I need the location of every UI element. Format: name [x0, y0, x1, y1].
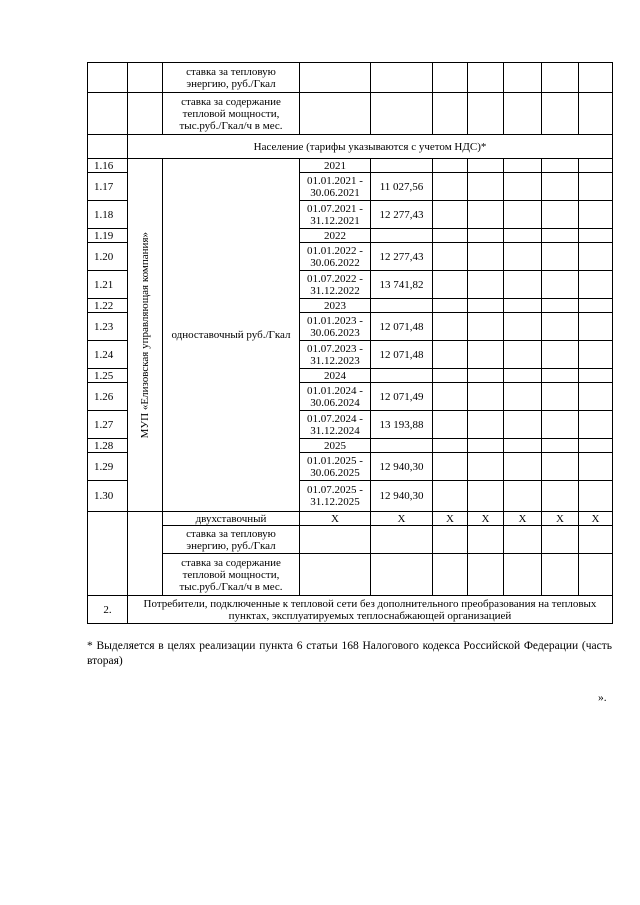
- empty-cell: [468, 341, 504, 369]
- value-cell: 12 940,30: [371, 481, 433, 512]
- empty-cell: [542, 411, 579, 439]
- period-cell: 01.07.2021 - 31.12.2021: [300, 201, 371, 229]
- period-cell: 01.01.2023 - 30.06.2023: [300, 313, 371, 341]
- empty-cell: [504, 243, 542, 271]
- row-number: 1.28: [88, 439, 128, 453]
- org-name-cell: [128, 512, 163, 596]
- period-cell: 01.07.2024 - 31.12.2024: [300, 411, 371, 439]
- closing-quote: ».: [598, 692, 607, 704]
- org-name-cell: [128, 159, 163, 512]
- value-cell: [371, 159, 433, 173]
- empty-cell: [579, 341, 613, 369]
- empty-cell: [504, 369, 542, 383]
- empty-cell: [468, 173, 504, 201]
- empty-cell: [504, 481, 542, 512]
- empty-cell: [468, 453, 504, 481]
- empty-cell: [468, 481, 504, 512]
- empty-cell: [504, 341, 542, 369]
- one-rate-label: одноставочный руб./Гкал: [163, 159, 300, 512]
- value-cell: 12 277,43: [371, 243, 433, 271]
- empty-cell: [504, 159, 542, 173]
- value-cell: 12 071,48: [371, 341, 433, 369]
- row-number: 1.21: [88, 271, 128, 299]
- empty-cell: [542, 243, 579, 271]
- empty-cell: [579, 369, 613, 383]
- empty-cell: [433, 453, 468, 481]
- empty-cell: [579, 229, 613, 243]
- x-mark: Х: [504, 512, 542, 526]
- empty-cell: [433, 341, 468, 369]
- row-number: 1.30: [88, 481, 128, 512]
- period-cell: 2022: [300, 229, 371, 243]
- empty-cell: [433, 369, 468, 383]
- empty-cell: [371, 526, 433, 554]
- section-population-heading: Население (тарифы указываются с учетом НДС)*: [128, 135, 613, 159]
- empty-cell: [468, 554, 504, 596]
- table-row: [88, 554, 613, 596]
- empty-cell: [504, 271, 542, 299]
- empty-cell: [542, 341, 579, 369]
- empty-cell: [542, 201, 579, 229]
- empty-cell: [468, 369, 504, 383]
- empty-cell: [433, 299, 468, 313]
- row-number: 1.24: [88, 341, 128, 369]
- table-row: [88, 135, 613, 159]
- empty-cell: [433, 481, 468, 512]
- x-mark: Х: [542, 512, 579, 526]
- row-number: 1.16: [88, 159, 128, 173]
- empty-cell: [468, 313, 504, 341]
- empty-cell: [468, 299, 504, 313]
- value-cell: 13 741,82: [371, 271, 433, 299]
- empty-cell: [579, 173, 613, 201]
- empty-cell: [542, 369, 579, 383]
- empty-cell: [542, 271, 579, 299]
- x-mark: Х: [300, 512, 371, 526]
- rate-capacity-label: ставка за содержание тепловой мощности, тыс.руб./Гкал/ч в мес.: [163, 554, 300, 596]
- tariff-table: [87, 62, 613, 624]
- table-row: [88, 526, 613, 554]
- empty-cell: [504, 201, 542, 229]
- empty-cell: [433, 229, 468, 243]
- empty-cell: [579, 313, 613, 341]
- section-number: 2.: [88, 596, 128, 624]
- rate-energy-label: ставка за тепловую энергию, руб./Гкал: [163, 526, 300, 554]
- table-row: [88, 159, 613, 173]
- row-number: 1.22: [88, 299, 128, 313]
- x-mark: Х: [579, 512, 613, 526]
- empty-cell: [542, 526, 579, 554]
- empty-cell: [579, 383, 613, 411]
- table-row: [88, 63, 613, 93]
- rate-energy-label: ставка за тепловую энергию, руб./Гкал: [163, 63, 300, 93]
- empty-cell: [579, 411, 613, 439]
- row-number: 1.23: [88, 313, 128, 341]
- empty-cell: [542, 554, 579, 596]
- row-number: 1.18: [88, 201, 128, 229]
- empty-cell: [542, 439, 579, 453]
- empty-cell: [579, 159, 613, 173]
- empty-cell: [468, 383, 504, 411]
- x-mark: Х: [468, 512, 504, 526]
- empty-cell: [504, 554, 542, 596]
- period-cell: 2024: [300, 369, 371, 383]
- empty-cell: [433, 554, 468, 596]
- empty-cell: [579, 526, 613, 554]
- period-cell: 01.07.2022 - 31.12.2022: [300, 271, 371, 299]
- rate-capacity-label: ставка за содержание тепловой мощности, тыс.руб./Гкал/ч в мес.: [163, 93, 300, 135]
- empty-cell: [504, 173, 542, 201]
- empty-cell: [504, 299, 542, 313]
- empty-cell: [300, 554, 371, 596]
- table-row: [88, 512, 613, 526]
- empty-cell: [542, 173, 579, 201]
- period-cell: 01.01.2024 - 30.06.2024: [300, 383, 371, 411]
- empty-cell: [542, 383, 579, 411]
- empty-cell: [468, 159, 504, 173]
- x-mark: Х: [371, 512, 433, 526]
- empty-cell: [504, 411, 542, 439]
- value-cell: [371, 299, 433, 313]
- empty-cell: [433, 271, 468, 299]
- empty-cell: [468, 526, 504, 554]
- value-cell: 13 193,88: [371, 411, 433, 439]
- empty-cell: [468, 243, 504, 271]
- empty-cell: [300, 526, 371, 554]
- empty-cell: [542, 481, 579, 512]
- empty-cell: [504, 229, 542, 243]
- empty-cell: [579, 271, 613, 299]
- row-number: 1.25: [88, 369, 128, 383]
- period-cell: 2023: [300, 299, 371, 313]
- empty-cell: [542, 229, 579, 243]
- empty-cell: [433, 439, 468, 453]
- empty-cell: [542, 159, 579, 173]
- value-cell: [371, 439, 433, 453]
- empty-cell: [542, 313, 579, 341]
- empty-cell: [504, 313, 542, 341]
- value-cell: 12 940,30: [371, 453, 433, 481]
- empty-cell: [579, 243, 613, 271]
- empty-cell: [579, 554, 613, 596]
- empty-cell: [579, 481, 613, 512]
- period-cell: 01.01.2025 - 30.06.2025: [300, 453, 371, 481]
- table-row: [88, 596, 613, 624]
- empty-cell: [433, 526, 468, 554]
- table-row: [88, 93, 613, 135]
- two-rate-label: двухставочный: [163, 512, 300, 526]
- empty-cell: [433, 201, 468, 229]
- value-cell: [371, 229, 433, 243]
- empty-cell: [579, 439, 613, 453]
- value-cell: 12 071,48: [371, 313, 433, 341]
- section-2-heading: Потребители, подключенные к тепловой сети без дополнительного преобразования на тепловых пунктах, эксплуатируемых теплоснабжающей организацией: [128, 596, 613, 624]
- row-number: 1.26: [88, 383, 128, 411]
- period-cell: 2021: [300, 159, 371, 173]
- period-cell: 01.07.2025 - 31.12.2025: [300, 481, 371, 512]
- empty-cell: [504, 439, 542, 453]
- empty-cell: [468, 411, 504, 439]
- empty-cell: [468, 439, 504, 453]
- empty-cell: [542, 453, 579, 481]
- footnote: * Выделяется в целях реализации пункта 6 статьи 168 Налогового кодекса Российской Федерации (часть вторая): [87, 640, 612, 667]
- empty-cell: [433, 383, 468, 411]
- empty-cell: [579, 299, 613, 313]
- empty-cell: [579, 201, 613, 229]
- empty-cell: [468, 271, 504, 299]
- empty-cell: [504, 453, 542, 481]
- period-cell: 01.01.2022 - 30.06.2022: [300, 243, 371, 271]
- empty-cell: [468, 229, 504, 243]
- value-cell: 11 027,56: [371, 173, 433, 201]
- empty-cell: [579, 453, 613, 481]
- empty-cell: [433, 243, 468, 271]
- empty-cell: [371, 554, 433, 596]
- value-cell: 12 071,49: [371, 383, 433, 411]
- empty-cell: [433, 159, 468, 173]
- row-number: 1.19: [88, 229, 128, 243]
- empty-cell: [433, 173, 468, 201]
- row-number: 1.17: [88, 173, 128, 201]
- period-cell: 2025: [300, 439, 371, 453]
- empty-cell: [433, 411, 468, 439]
- row-number: [88, 512, 128, 596]
- value-cell: [371, 369, 433, 383]
- empty-cell: [504, 526, 542, 554]
- row-number: 1.27: [88, 411, 128, 439]
- value-cell: 12 277,43: [371, 201, 433, 229]
- row-number: 1.20: [88, 243, 128, 271]
- period-cell: 01.07.2023 - 31.12.2023: [300, 341, 371, 369]
- empty-cell: [504, 383, 542, 411]
- period-cell: 01.01.2021 - 30.06.2021: [300, 173, 371, 201]
- x-mark: Х: [433, 512, 468, 526]
- row-number: 1.29: [88, 453, 128, 481]
- org-name: МУП «Елизовская управляющая компания»: [139, 231, 151, 439]
- empty-cell: [468, 201, 504, 229]
- empty-cell: [542, 299, 579, 313]
- empty-cell: [433, 313, 468, 341]
